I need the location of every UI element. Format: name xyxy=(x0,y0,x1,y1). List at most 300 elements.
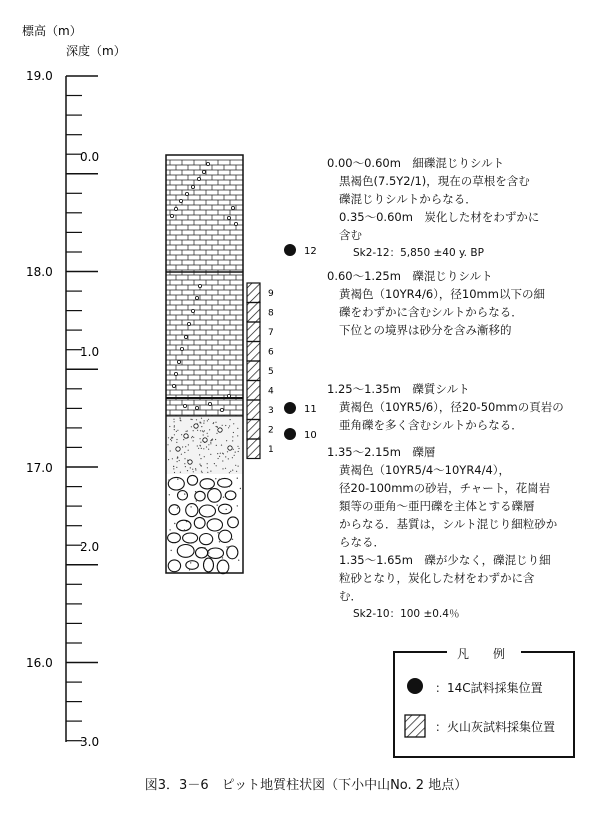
sand-grain xyxy=(232,457,233,458)
gravel-clast xyxy=(177,545,194,558)
matrix-grain xyxy=(186,521,187,522)
sand-grain xyxy=(230,419,231,420)
sand-grain xyxy=(172,458,173,459)
sand-grain xyxy=(235,452,236,453)
matrix-grain xyxy=(229,486,230,487)
layer-1-line: 含む xyxy=(339,228,362,242)
sand-grain xyxy=(200,438,201,439)
gravel-clast xyxy=(186,504,198,517)
geological-column xyxy=(166,155,243,574)
sand-grain xyxy=(238,451,239,452)
sand-grain xyxy=(177,461,178,462)
sand-grain xyxy=(203,423,204,424)
gravel-clast xyxy=(168,533,181,543)
legend-ash-symbol xyxy=(404,714,426,738)
sand-grain xyxy=(210,471,211,472)
sand-grain xyxy=(232,440,233,441)
sand-grain xyxy=(187,470,188,471)
sand-grain xyxy=(219,456,220,457)
sand-grain xyxy=(209,429,210,430)
gravel-clast xyxy=(228,517,239,528)
gravel-dot xyxy=(202,170,205,173)
sand-grain xyxy=(201,448,202,449)
matrix-grain xyxy=(168,479,169,480)
sand-grain xyxy=(228,458,229,459)
sand-grain xyxy=(170,450,171,451)
legend xyxy=(393,647,575,758)
ash-sample-box xyxy=(247,342,260,362)
gravel-dot xyxy=(195,406,198,409)
layer-4-line: 1.35～1.65m 礫が少なく，礫混じり細 xyxy=(339,553,551,567)
matrix-grain xyxy=(226,509,227,510)
gravel-clast xyxy=(178,491,188,500)
sand-grain xyxy=(174,421,175,422)
matrix-grain xyxy=(184,493,185,494)
sand-grain xyxy=(167,444,168,445)
sand-grain xyxy=(198,448,199,449)
gravel-clast xyxy=(207,519,222,531)
sand-zone xyxy=(166,416,243,474)
sand-grain xyxy=(199,454,200,455)
layer-4-line: らなる． xyxy=(339,535,385,549)
layer-3-heading: 1.25～1.35m 礫質シルト xyxy=(327,382,470,396)
matrix-grain xyxy=(219,479,220,480)
sand-grain xyxy=(181,454,182,455)
gravel-dot xyxy=(191,309,194,312)
elevation-axis-title: 標高（m） xyxy=(22,24,82,38)
sand-grain xyxy=(207,420,208,421)
sand-grain xyxy=(174,434,175,435)
layer-3-line: 黄褐色（10YR5/6），径20-50mmの頁岩の xyxy=(339,400,564,414)
sand-grain xyxy=(207,472,208,473)
matrix-grain xyxy=(228,546,229,547)
gravel-dot xyxy=(174,207,177,210)
sand-grain xyxy=(207,463,208,464)
layer-1-age: Sk2-12：5,850 ±40 y. BP xyxy=(353,247,484,259)
sand-grain xyxy=(192,436,193,437)
gravel-dot xyxy=(197,177,200,180)
matrix-grain xyxy=(215,478,216,479)
sand-grain xyxy=(221,445,222,446)
gravel-dot xyxy=(198,284,201,287)
sand-grain xyxy=(232,436,233,437)
matrix-grain xyxy=(169,494,170,495)
layer-3-line: 亜角礫を多く含むシルトからなる． xyxy=(339,418,523,432)
sand-grain xyxy=(225,468,226,469)
gravel-clast xyxy=(169,505,180,515)
matrix-grain xyxy=(177,479,178,480)
sand-grain xyxy=(210,454,211,455)
legend-c14-symbol xyxy=(404,675,426,697)
sand-grain xyxy=(204,430,205,431)
ash-sample-label: 4 xyxy=(268,386,274,397)
gravel-clast xyxy=(177,520,191,531)
gravel-dot xyxy=(206,162,209,165)
sand-grain xyxy=(203,448,204,449)
sand-grain xyxy=(222,425,223,426)
layer-4-line: 黄褐色（10YR5/4～10YR4/4）， xyxy=(339,463,511,477)
sand-grain xyxy=(226,440,227,441)
gravel-dot xyxy=(184,335,187,338)
matrix-grain xyxy=(232,539,233,540)
sand-grain xyxy=(218,458,219,459)
sand-grain xyxy=(233,423,234,424)
sand-grain xyxy=(197,430,198,431)
matrix-grain xyxy=(212,488,213,489)
sand-grain xyxy=(225,425,226,426)
gravel-clast xyxy=(204,558,214,572)
sand-grain xyxy=(212,439,213,440)
sand-pebble xyxy=(176,447,180,451)
gravel-clast xyxy=(225,491,236,500)
sand-grain xyxy=(217,453,218,454)
sand-grain xyxy=(236,471,237,472)
layer-2-line: 黄褐色（10YR4/6），径10mm以下の細 xyxy=(339,287,545,301)
elevation-label-18: 18.0 xyxy=(26,265,53,279)
matrix-grain xyxy=(195,491,196,492)
sand-grain xyxy=(234,455,235,456)
sand-grain xyxy=(193,430,194,431)
sand-grain xyxy=(190,467,191,468)
sand-grain xyxy=(180,420,181,421)
sand-grain xyxy=(204,456,205,457)
elevation-label-16: 16.0 xyxy=(26,656,53,670)
matrix-grain xyxy=(238,560,239,561)
sand-grain xyxy=(229,472,230,473)
sand-grain xyxy=(176,439,177,440)
legend-ash-label: ：火山灰試料採集位置 xyxy=(435,720,556,734)
sand-grain xyxy=(215,422,216,423)
sand-grain xyxy=(188,444,189,445)
sand-grain xyxy=(203,431,204,432)
sand-grain xyxy=(174,426,175,427)
sand-grain xyxy=(201,418,202,419)
sand-grain xyxy=(176,467,177,468)
gravel-clast xyxy=(219,504,232,514)
sand-grain xyxy=(202,430,203,431)
elevation-label-19: 19.0 xyxy=(26,69,53,83)
sand-grain xyxy=(193,437,194,438)
sand-grain xyxy=(184,463,185,464)
sand-grain xyxy=(200,430,201,431)
ash-sample-box xyxy=(247,361,260,381)
c14-label-11: 11 xyxy=(304,404,317,415)
gravel-clast xyxy=(183,533,198,543)
layer-1-line: 黒褐色(7.5Y2/1)，現在の草根を含む xyxy=(339,174,530,188)
ash-sample-box xyxy=(247,322,260,342)
sand-grain xyxy=(195,468,196,469)
layer-2-line: 礫をわずかに含むシルトからなる． xyxy=(339,305,523,319)
sand-grain xyxy=(200,442,201,443)
sand-grain xyxy=(177,456,178,457)
sand-grain xyxy=(186,431,187,432)
gravel-clast xyxy=(200,534,213,545)
c14-label-10: 10 xyxy=(304,430,317,441)
sand-grain xyxy=(230,471,231,472)
sand-grain xyxy=(183,439,184,440)
sand-grain xyxy=(215,439,216,440)
sand-grain xyxy=(174,425,175,426)
matrix-grain xyxy=(189,569,190,570)
layer-4-description xyxy=(327,443,557,623)
matrix-grain xyxy=(208,505,209,506)
sand-grain xyxy=(201,471,202,472)
sand-grain xyxy=(180,418,181,419)
sand-grain xyxy=(233,432,234,433)
sand-grain xyxy=(179,460,180,461)
legend-title: 凡 例 xyxy=(447,647,521,661)
sand-grain xyxy=(210,442,211,443)
matrix-grain xyxy=(202,518,203,519)
ash-sample-label: 3 xyxy=(268,405,274,416)
sand-grain xyxy=(199,445,200,446)
sand-grain xyxy=(176,442,177,443)
sand-grain xyxy=(200,458,201,459)
matrix-grain xyxy=(204,547,205,548)
sand-grain xyxy=(200,465,201,466)
layer-4-age: Sk2-10：100 ±0.4％ xyxy=(353,608,460,620)
sand-grain xyxy=(169,426,170,427)
ash-sample-label: 9 xyxy=(268,288,274,299)
gravel-dot xyxy=(180,347,183,350)
gravel-dot xyxy=(174,372,177,375)
matrix-grain xyxy=(169,529,170,530)
layer-2-heading: 0.60～1.25m 礫混じりシルト xyxy=(327,269,493,283)
sand-grain xyxy=(216,445,217,446)
sand-grain xyxy=(207,433,208,434)
sand-grain xyxy=(220,453,221,454)
ash-sample-box xyxy=(247,400,260,420)
sand-pebble xyxy=(228,446,232,450)
sand-grain xyxy=(196,419,197,420)
sand-grain xyxy=(185,446,186,447)
gravel-clasts xyxy=(168,475,241,573)
layer-1-heading: 0.00～0.60m 細礫混じりシルト xyxy=(327,156,505,170)
ash-sample-label: 7 xyxy=(268,327,274,338)
sand-grain xyxy=(181,434,182,435)
c14-marker-11 xyxy=(284,402,296,414)
sand-grain xyxy=(170,439,171,440)
sand-pebble xyxy=(218,428,222,432)
matrix-grain xyxy=(237,505,238,506)
figure-caption: 図3．3－6 ピット地質柱状図（下小中山No. 2 地点） xyxy=(144,778,468,793)
gravel-dot xyxy=(177,360,180,363)
gravel-clast xyxy=(195,491,205,501)
axis-ticks xyxy=(66,76,98,741)
layer-4-line: む． xyxy=(339,589,362,603)
sand-grain xyxy=(216,426,217,427)
sand-grain xyxy=(190,419,191,420)
sand-grain xyxy=(207,436,208,437)
matrix-grain xyxy=(214,514,215,515)
sand-grain xyxy=(233,449,234,450)
gravel-dot xyxy=(170,214,173,217)
ash-sample-label: 8 xyxy=(268,308,274,319)
matrix-grain xyxy=(222,557,223,558)
layer-4-line: 粒砂となり，炭化した材をわずかに含 xyxy=(339,571,535,585)
sand-grain xyxy=(184,458,185,459)
sand-grain xyxy=(168,437,169,438)
matrix-grain xyxy=(193,542,194,543)
matrix-grain xyxy=(226,546,227,547)
matrix-grain xyxy=(177,507,178,508)
sand-grain xyxy=(204,420,205,421)
matrix-grain xyxy=(223,497,224,498)
sand-pebble xyxy=(188,460,192,464)
sand-grain xyxy=(177,430,178,431)
sand-grain xyxy=(238,466,239,467)
layer-1-description xyxy=(327,154,539,262)
sand-grain xyxy=(173,466,174,467)
sand-grain xyxy=(182,446,183,447)
ash-sample-box xyxy=(247,303,260,323)
sand-pebble xyxy=(203,438,207,442)
depth-label-2: 2.0 xyxy=(80,540,100,554)
c14-label-12: 12 xyxy=(304,246,317,257)
sand-grain xyxy=(187,430,188,431)
sand-grain xyxy=(174,472,175,473)
gravel-dot xyxy=(179,199,182,202)
sand-grain xyxy=(235,465,236,466)
c14-marker-10 xyxy=(284,428,296,440)
matrix-grain xyxy=(217,532,218,533)
sand-grain xyxy=(193,471,194,472)
sand-grain xyxy=(214,463,215,464)
gravel-clast xyxy=(196,548,208,558)
ash-sample-box xyxy=(247,420,260,440)
gravel-dot xyxy=(227,216,230,219)
matrix-grain xyxy=(184,529,185,530)
sand-grain xyxy=(237,446,238,447)
matrix-grain xyxy=(228,568,229,569)
sand-grain xyxy=(180,472,181,473)
gravel-clast xyxy=(187,475,197,485)
gravel-clast xyxy=(219,530,232,542)
gravel-clast xyxy=(168,560,180,572)
sand-grain xyxy=(217,427,218,428)
sand-grain xyxy=(229,425,230,426)
sand-grain xyxy=(208,444,209,445)
sand-grain xyxy=(199,464,200,465)
gravel-clast xyxy=(200,479,214,489)
sand-grain xyxy=(200,422,201,423)
sand-grain xyxy=(192,469,193,470)
ash-sample-box xyxy=(247,283,260,303)
depth-label-1: 1.0 xyxy=(80,345,100,359)
sand-grain xyxy=(193,440,194,441)
ash-sample-label: 1 xyxy=(268,444,274,455)
gravel-clast xyxy=(217,560,229,574)
ash-sample-box xyxy=(247,381,260,401)
gravel-dot xyxy=(191,185,194,188)
layer-4-line: 類等の亜角～亜円礫を主体とする礫層 xyxy=(339,499,535,513)
sand-grain xyxy=(210,443,211,444)
sand-grain xyxy=(171,437,172,438)
sand-grain xyxy=(171,440,172,441)
layer-1-line: 0.35～0.60m 炭化した材をわずかに xyxy=(339,210,540,224)
sand-grain xyxy=(188,450,189,451)
layer-4-line: からなる．基質は，シルト混じり細粒砂か xyxy=(339,517,558,531)
gravel-clast xyxy=(208,489,222,503)
matrix-grain xyxy=(190,562,191,563)
sand-grain xyxy=(216,433,217,434)
sand-grain xyxy=(227,451,228,452)
sand-pebble xyxy=(184,434,188,438)
sand-grain xyxy=(197,445,198,446)
sand-grain xyxy=(238,448,239,449)
sand-grain xyxy=(237,428,238,429)
sand-pebble xyxy=(194,424,198,428)
gravel-dot xyxy=(183,404,186,407)
gravel-dot xyxy=(187,322,190,325)
matrix-grain xyxy=(174,523,175,524)
gravel-dot xyxy=(172,384,175,387)
sand-grain xyxy=(216,465,217,466)
silt-layer-pattern xyxy=(166,160,243,420)
gravel-clast xyxy=(168,477,184,490)
gravel-dot xyxy=(231,206,234,209)
gravel-dot xyxy=(208,402,211,405)
c14-marker-12 xyxy=(284,244,296,256)
gravel-clast xyxy=(194,517,205,528)
ash-sample-label: 6 xyxy=(268,347,274,358)
sand-grain xyxy=(237,435,238,436)
sand-grain xyxy=(208,419,209,420)
sand-grain xyxy=(191,437,192,438)
sand-grain xyxy=(202,472,203,473)
sand-grain xyxy=(192,419,193,420)
layer-1-line: 礫混じりシルトからなる． xyxy=(339,192,477,206)
matrix-grain xyxy=(217,505,218,506)
sand-grain xyxy=(173,468,174,469)
sand-grain xyxy=(228,427,229,428)
sand-grain xyxy=(225,456,226,457)
gravel-dot xyxy=(195,296,198,299)
matrix-grain xyxy=(237,478,238,479)
matrix-grain xyxy=(171,550,172,551)
matrix-grain xyxy=(190,506,191,507)
gravel-clast xyxy=(227,546,238,559)
legend-c14-label: ：14C試料採集位置 xyxy=(435,681,543,695)
gravel-dot xyxy=(220,408,223,411)
sand-grain xyxy=(208,449,209,450)
matrix-grain xyxy=(208,552,209,553)
sand-grain xyxy=(222,453,223,454)
gravel-dot xyxy=(234,222,237,225)
sand-grain xyxy=(232,470,233,471)
sand-grain xyxy=(222,460,223,461)
layer-3-description xyxy=(327,380,564,434)
sand-grain xyxy=(176,431,177,432)
depth-label-0: 0.0 xyxy=(80,150,100,164)
sand-grain xyxy=(206,446,207,447)
sand-grain xyxy=(191,426,192,427)
elevation-label-17: 17.0 xyxy=(26,461,53,475)
sand-grain xyxy=(213,423,214,424)
gravel-clast xyxy=(186,561,199,570)
gravel-clast xyxy=(208,548,224,558)
matrix-grain xyxy=(196,500,197,501)
depth-axis-title: 深度（m） xyxy=(66,44,126,58)
gravel-dot xyxy=(185,192,188,195)
layer-4-heading: 1.35～2.15m 礫層 xyxy=(327,445,436,459)
sand-grain xyxy=(222,468,223,469)
sand-grain xyxy=(184,452,185,453)
ash-sample-boxes xyxy=(247,283,274,459)
sand-grain xyxy=(201,426,202,427)
sand-grain xyxy=(207,467,208,468)
ash-sample-label: 5 xyxy=(268,366,274,377)
